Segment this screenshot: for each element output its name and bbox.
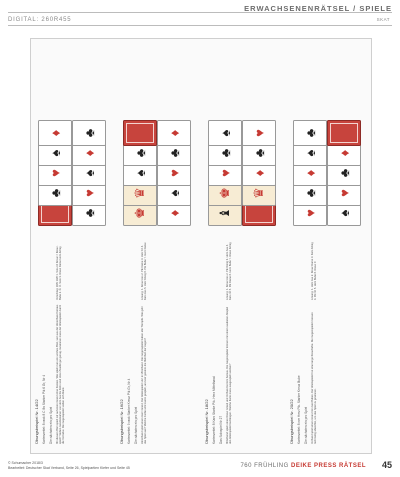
- puzzle-column-1: [30, 40, 115, 450]
- column-subtitle: Kartenzettel: 9 rank Starker Kreuz Pik Gr, Nr 4: [127, 378, 131, 444]
- diamond-icon: ♦: [242, 160, 276, 186]
- footer-publication-a: 760 FRÜHLING: [240, 463, 289, 469]
- column-text: Mittelhand spielt einen Kreuz Grand und Vorhand kommt heraus. Die Gegenspieler können mit einem sauberen Abspiel den Alleinspieler bedrängen. Welche Karte muss ausgespielt werden?: [226, 306, 233, 444]
- column-title: Übungsbeispiel Nr. 20/22: [289, 399, 294, 444]
- column-subtitle-2: Die nächsten ein pro Spiel: [49, 406, 53, 444]
- column-subtitle-2: Die nächsten ein pro Spiel: [304, 406, 308, 444]
- column-solution: Lösung: 1. Kreuz Ass 2. Pik König 3. Herz Ass 4. Karo 10 5. Pik Dame 6. Herz Bube 7. Kreuz König: [226, 242, 233, 300]
- club-icon: ♣: [123, 140, 157, 166]
- column-subtitle: Kartenzettel: 8 Karo Starke Pik. Herz Mittelhand: [212, 376, 216, 444]
- column-subtitle-2: Die nächsten ein pro Spiel: [134, 406, 138, 444]
- diamond-icon: ♦: [38, 120, 72, 146]
- card-fan: [121, 46, 191, 226]
- column-title: Übungsbeispiel Nr. 14/22: [34, 399, 39, 444]
- diamond-icon: ♦: [157, 200, 191, 226]
- heart-icon: ♥: [38, 160, 72, 186]
- column-title: Übungsbeispiel Nr. 18/22: [204, 399, 209, 444]
- spade-icon: ♠: [38, 140, 72, 166]
- column-subtitle: Kartenzettel: 8 ner Herz Pik. Starker Kreuz Bube: [297, 375, 301, 444]
- diamond-icon: ♦: [157, 120, 191, 146]
- heart-icon: ♥: [327, 180, 361, 206]
- club-icon: ♣: [38, 180, 72, 206]
- club-icon: ♣: [157, 140, 191, 166]
- column-solution: Vorschlag: 18/3 13/8 1. Solo-10 Kreuz-7 Kreuz-Bube 2. D. Ö. Nein 3. Kreuz Dame Herz-König: [56, 245, 63, 300]
- heart-icon: ♥: [242, 120, 276, 146]
- card-fan: [36, 46, 106, 226]
- spade-icon: ♠: [327, 200, 361, 226]
- heart-icon: ♥: [293, 200, 327, 226]
- puzzle-column-3: [200, 40, 285, 450]
- king-card-icon: ♚: [123, 200, 157, 226]
- footer-publication-b: DEIKE PRESS RÄTSEL: [290, 463, 366, 469]
- page-subtitle: SKAT: [376, 17, 390, 22]
- queen-card-icon: ♛: [242, 180, 276, 206]
- column-text: Hinterhand spielt einen Herz Grand, Der Alleinspieler sitzt in Mittelhand. Die Gegenspieler haben alle Trümpfe. Wie geht das Spiel aus? Welche Farbe wird zuerst gespielt, und wer gewinnt die Mehrheit der Augen?: [141, 306, 148, 444]
- card-fan: [291, 46, 361, 226]
- diamond-icon: ♦: [327, 140, 361, 166]
- heart-icon: ♥: [157, 160, 191, 186]
- king-card-icon: ♚: [208, 180, 242, 206]
- club-icon: ♣: [208, 140, 242, 166]
- column-title: Übungsbeispiel Nr. 16/22: [119, 399, 124, 444]
- column-subtitle: Kartenzettel: 8 rank 8 C 8n Starker Pik 6 Gr, Nr 4: [42, 374, 46, 444]
- column-solution: Lösung: 1. Herz Ass 2. Kreuz Dame 3. Karo König 4. Pik 10 5. Herz Bube 6. Kreuz 9: [311, 242, 318, 300]
- card-fan: [206, 46, 276, 226]
- column-text: Mit diesem Blatt spielt wir auf einen Grand ohne Zweien. Wie spielt man ein solches Blatt, wer aus der Hinterhand heraus spielt? Sieben Gewinnkarten von Herz Ass bis Zehn sind ohne Zweifel gut genug. Gewinnen muss der Alleinspieler durch die Vorrücke. Die Gegenspieler stellen sich blank.: [56, 304, 66, 444]
- page-title: ERWACHSENENRÄTSEL / SPIELE: [244, 4, 392, 13]
- spade-icon: ♠: [123, 160, 157, 186]
- club-icon: ♣: [327, 160, 361, 186]
- heart-icon: ♥: [208, 160, 242, 186]
- club-icon: ♣: [293, 180, 327, 206]
- puzzle-column-4: [285, 40, 370, 450]
- club-icon: ♣: [293, 120, 327, 146]
- diamond-icon: ♦: [293, 160, 327, 186]
- column-solution: Lösung: 1. Kreuz Ass 2. Pik Dame 3. Herz 10 4. Karo Ass 5. Herz König 6. Pik Bube 7. Herz Dame: [141, 242, 148, 300]
- club-icon: ♣: [72, 200, 106, 226]
- queen-card-icon: ♛: [123, 180, 157, 206]
- column-text: Vorhand spielt einen Grand mit zwei Buben. Der Alleinspieler hat eine lange Kreuzfarbe. Die Gegenspieler müssen rechtzeitig abwerfen, um das Spiel zu gewinnen.: [311, 312, 318, 444]
- header-left: DIGITAL: 260R455: [8, 17, 72, 23]
- footer-credit: Bearbeitet: Deutscher Skat Verband, Seite 26, Spielpartien Kiefer und Seite 45: [8, 466, 130, 470]
- puzzle-column-2: [115, 40, 200, 450]
- page-number: 45: [381, 460, 392, 470]
- heart-icon: ♥: [72, 180, 106, 206]
- footer-credits: [8, 461, 130, 471]
- header-rule-bottom: [8, 25, 392, 26]
- header-rule-top: [8, 12, 392, 13]
- spade-icon: ♠: [157, 180, 191, 206]
- footer-copyright: © Schumacher 2018/3: [8, 461, 43, 465]
- diamond-icon: ♦: [72, 140, 106, 166]
- card-back-icon: [123, 120, 157, 146]
- spade-icon: ♠: [293, 140, 327, 166]
- footer-publication: [240, 463, 366, 469]
- card-back-icon: [327, 120, 361, 146]
- column-subtitle-2: Das Solospiel Nr 27: [219, 415, 223, 444]
- spade-icon: ♠: [72, 160, 106, 186]
- club-icon: ♣: [72, 120, 106, 146]
- club-icon: ♣: [242, 140, 276, 166]
- spade-icon: ♠: [208, 120, 242, 146]
- jack-card-icon: ♝: [208, 200, 242, 226]
